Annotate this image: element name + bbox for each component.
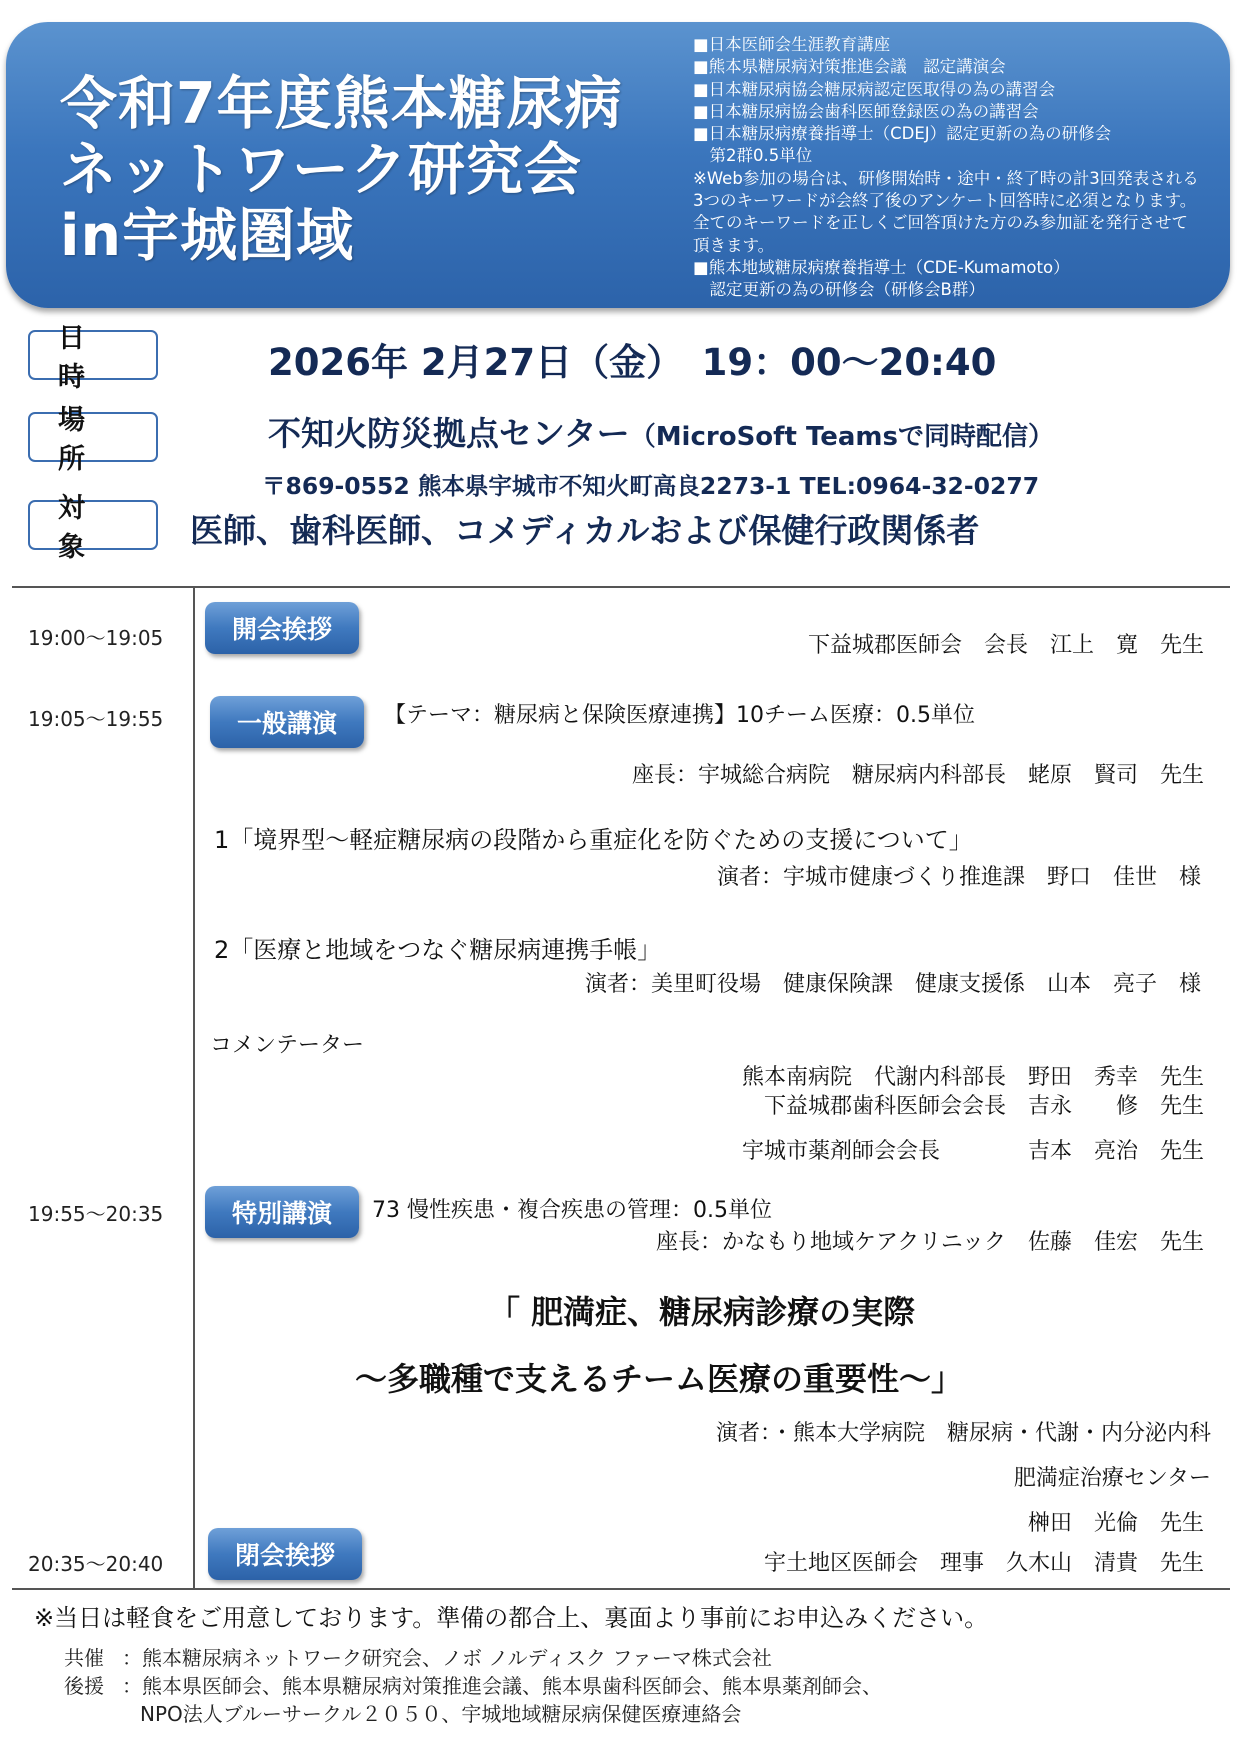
commentator-2: 下益城郡歯科医師会会長 吉永 修 先生 [763,1094,1204,1119]
special-lecture-speaker-line-1: 演者：・熊本大学病院 糖尿病・代謝・内分泌内科 [715,1421,1211,1446]
special-lecture-time: 19:55〜20:35 [28,1202,164,1226]
cert-line: 3つのキーワードが会終了後のアンケート回答時に必須となります。 [693,191,1197,211]
general-lecture-chair: 座長：宇城総合病院 糖尿病内科部長 蛯原 賢司 先生 [631,763,1204,788]
talk-2-speaker: 演者：美里町役場 健康保険課 健康支援係 山本 亮子 様 [584,972,1201,997]
special-lecture-title-line-1: 「 肥満症、糖尿病診療の実際 [488,1293,916,1331]
event-title-line-2: ネットワーク研究会 [60,137,582,203]
cert-line: 第2群0.5単位 [693,146,813,166]
cohost-organizations: ：熊本糖尿病ネットワーク研究会、ノボ ノルディスク ファーマ株式会社 [122,1646,772,1670]
commentator-1: 熊本南病院 代謝内科部長 野田 秀幸 先生 [741,1065,1204,1090]
commentator-label: コメンテーター [210,1033,365,1058]
general-lecture-theme: 【テーマ：糖尿病と保険医療連携】10チーム医療：0.5単位 [384,703,975,728]
special-lecture-credit: 73 慢性疾患・複合疾患の管理：0.5単位 [372,1198,772,1223]
support-organizations-line-1: ：熊本県医師会、熊本県糖尿病対策推進会議、熊本県歯科医師会、熊本県薬剤師会、 [122,1674,882,1698]
talk-1-title: 1「境界型〜軽症糖尿病の段階から重症化を防ぐための支援について」 [214,826,973,854]
opening-time: 19:00〜19:05 [28,626,164,650]
special-lecture-speaker-line-3: 榊田 光倫 先生 [1027,1511,1204,1536]
support-organizations-line-2: NPO法人ブルーサークル２０５０、宇城地域糖尿病保健医療連絡会 [140,1702,742,1726]
certification-list [693,34,1199,302]
cert-line: ■日本糖尿病協会歯科医師登録医の為の講習会 [693,101,1039,121]
special-lecture-badge: 特別講演 [205,1186,359,1238]
cert-line: ■日本糖尿病療養指導士（CDEJ）認定更新の為の研修会 [693,124,1112,144]
event-title-line-1: 令和7年度熊本糖尿病 [60,71,623,137]
opening-remarks-badge: 開会挨拶 [205,602,359,654]
target-audience: 医師、歯科医師、コメディカルおよび保健行政関係者 [190,511,980,550]
special-lecture-speaker-line-2: 肥満症治療センター [1013,1466,1211,1491]
general-lecture-time: 19:05〜19:55 [28,707,164,731]
event-date: 2026年 2月27日（金） 19：00〜20:40 [268,341,997,384]
cert-line: ※Web参加の場合は、研修開始時・途中・終了時の計3回発表される [693,168,1199,188]
program-bottom-divider [12,1588,1230,1590]
cert-line: ■日本糖尿病協会糖尿病認定医取得の為の講習会 [693,79,1056,99]
cert-line: 頂きます。 [693,235,775,255]
closing-remarks-badge: 閉会挨拶 [208,1528,362,1580]
closing-speaker: 宇土地区医師会 理事 久木山 清貴 先生 [763,1551,1204,1576]
place-label: 場所 [28,412,158,462]
special-lecture-chair: 座長：かなもり地域ケアクリニック 佐藤 佳宏 先生 [655,1230,1204,1255]
target-label: 対象 [28,500,158,550]
cert-line: ■日本医師会生涯教育講座 [693,35,891,54]
cert-line: ■熊本地域糖尿病療養指導士（CDE-Kumamoto） [693,257,1070,277]
general-lecture-badge: 一般講演 [210,696,364,748]
program-time-divider [193,586,195,1588]
commentator-3: 宇城市薬剤師会会長 吉本 亮治 先生 [741,1139,1204,1164]
meal-notice: ※当日は軽食をご用意しております。準備の都合上、裏面より事前にお申込みください。 [34,1604,989,1632]
cert-line: 全てのキーワードを正しくご回答頂けた方のみ参加証を発行させて [693,213,1188,233]
cert-line: 認定更新の為の研修会（研修会B群） [693,280,985,300]
cohost-label: 共催 [64,1646,104,1670]
talk-2-title: 2「医療と地域をつなぐ糖尿病連携手帳」 [214,936,662,964]
closing-time: 20:35〜20:40 [28,1552,164,1576]
date-label: 日時 [28,330,158,380]
venue-address: 〒869-0552 熊本県宇城市不知火町高良2273-1 TEL:0964-32-0277 [262,472,1040,500]
special-lecture-title-line-2: 〜多職種で支えるチーム医療の重要性〜」 [355,1360,964,1398]
streaming-note: （MicroSoft Teamsで同時配信） [629,422,1054,452]
support-label: 後援 [64,1674,104,1698]
talk-1-speaker: 演者：宇城市健康づくり推進課 野口 佳世 様 [716,865,1201,890]
venue-name [268,408,1054,455]
venue-name-text: 不知火防災拠点センター [268,414,630,453]
opening-speaker: 下益城郡医師会 会長 江上 寛 先生 [807,633,1204,658]
cert-line: ■熊本県糖尿病対策推進会議 認定講演会 [693,57,1006,77]
event-title-line-3: in宇城圏域 [60,203,355,269]
